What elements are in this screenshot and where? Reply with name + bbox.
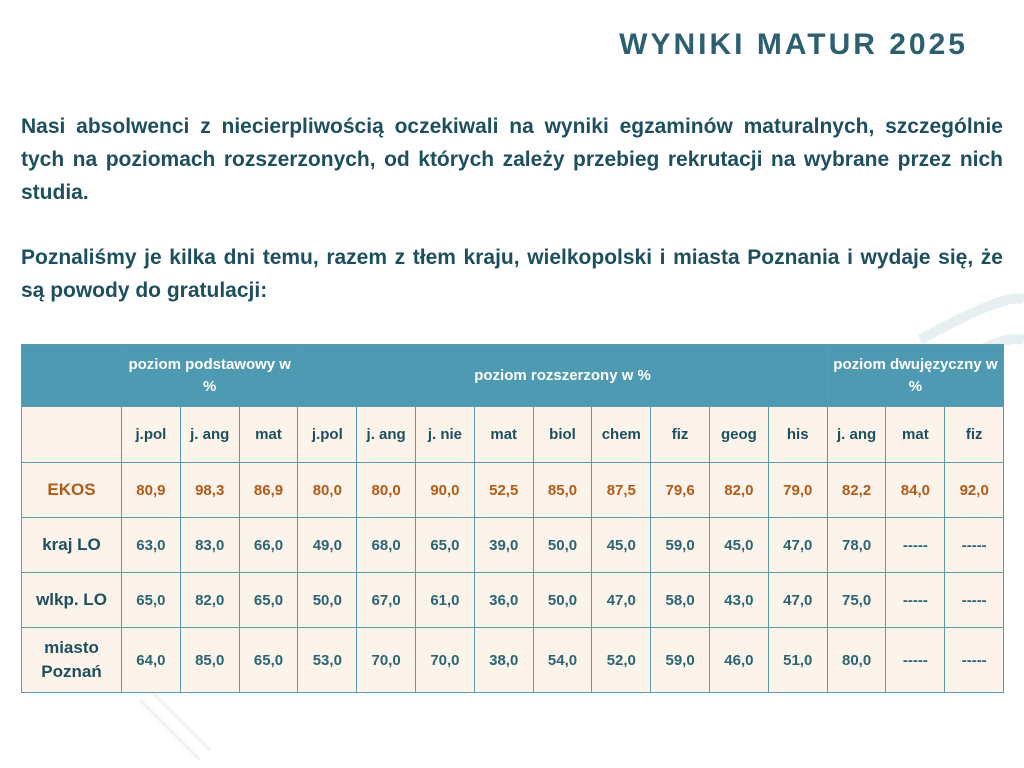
group-header-row [22, 345, 1004, 407]
value-cell: 82,0 [180, 573, 239, 628]
value-cell: 68,0 [357, 518, 416, 573]
value-cell: ----- [945, 573, 1004, 628]
subject-header: mat [886, 407, 945, 463]
value-cell: 63,0 [122, 518, 181, 573]
value-cell: 53,0 [298, 628, 357, 693]
subject-header: fiz [945, 407, 1004, 463]
subject-header-row [22, 407, 1004, 463]
value-cell: 85,0 [180, 628, 239, 693]
value-cell: ----- [886, 518, 945, 573]
group-header-extended: poziom rozszerzony w % [298, 345, 827, 407]
value-cell: 47,0 [768, 518, 827, 573]
value-cell: 50,0 [533, 573, 592, 628]
value-cell: 52,5 [474, 463, 533, 518]
value-cell: 51,0 [768, 628, 827, 693]
subject-header: mat [239, 407, 298, 463]
value-cell: 85,0 [533, 463, 592, 518]
value-cell: 67,0 [357, 573, 416, 628]
row-label: EKOS [22, 463, 122, 518]
subject-header: chem [592, 407, 651, 463]
value-cell: 65,0 [416, 518, 475, 573]
subject-header: j.pol [298, 407, 357, 463]
value-cell: 36,0 [474, 573, 533, 628]
value-cell: 43,0 [710, 573, 769, 628]
value-cell: 75,0 [827, 573, 886, 628]
value-cell: 38,0 [474, 628, 533, 693]
value-cell: 87,5 [592, 463, 651, 518]
page-title: WYNIKI MATUR 2025 [619, 28, 968, 61]
corner-cell [22, 345, 122, 407]
value-cell: 79,0 [768, 463, 827, 518]
context-paragraph: Poznaliśmy je kilka dni temu, razem z tłem kraju, wielkopolski i miasta Poznania i wydaje się, że są powody do gratulacji: [21, 246, 1003, 302]
intro-paragraph: Nasi absolwenci z niecierpliwością oczekiwali na wyniki egzaminów maturalnych, szczególnie tych na poziomach rozszerzonych, od których zależy przebieg rekrutacji na wybrane przez nich studia. [21, 115, 1003, 204]
value-cell: 79,6 [651, 463, 710, 518]
value-cell: 49,0 [298, 518, 357, 573]
value-cell: 46,0 [710, 628, 769, 693]
row-label: wlkp. LO [22, 573, 122, 628]
value-cell: 50,0 [298, 573, 357, 628]
row-label: kraj LO [22, 518, 122, 573]
subject-header: fiz [651, 407, 710, 463]
value-cell: 58,0 [651, 573, 710, 628]
value-cell: 45,0 [710, 518, 769, 573]
value-cell: ----- [945, 628, 1004, 693]
value-cell: 82,0 [710, 463, 769, 518]
subject-header: j. nie [416, 407, 475, 463]
subject-header: j.pol [122, 407, 181, 463]
value-cell: 47,0 [592, 573, 651, 628]
results-table [21, 344, 1004, 693]
value-cell: 65,0 [239, 573, 298, 628]
value-cell: 45,0 [592, 518, 651, 573]
group-header-basic: poziom podstawowy w % [122, 345, 298, 407]
value-cell: 50,0 [533, 518, 592, 573]
subject-header: j. ang [827, 407, 886, 463]
value-cell: 65,0 [239, 628, 298, 693]
value-cell: 80,0 [298, 463, 357, 518]
value-cell: ----- [945, 518, 1004, 573]
subject-header: his [768, 407, 827, 463]
value-cell: 80,9 [122, 463, 181, 518]
table-row-poznan [22, 628, 1004, 693]
value-cell: 59,0 [651, 628, 710, 693]
value-cell: 86,9 [239, 463, 298, 518]
subject-header: biol [533, 407, 592, 463]
value-cell: 80,0 [827, 628, 886, 693]
table-row-ekos [22, 463, 1004, 518]
group-header-bilingual: poziom dwujęzyczny w % [827, 345, 1003, 407]
value-cell: 64,0 [122, 628, 181, 693]
value-cell: 82,2 [827, 463, 886, 518]
subject-header: j. ang [180, 407, 239, 463]
value-cell: 70,0 [416, 628, 475, 693]
value-cell: 65,0 [122, 573, 181, 628]
value-cell: 47,0 [768, 573, 827, 628]
value-cell: 59,0 [651, 518, 710, 573]
subject-header: geog [710, 407, 769, 463]
value-cell: ----- [886, 628, 945, 693]
value-cell: 61,0 [416, 573, 475, 628]
value-cell: 54,0 [533, 628, 592, 693]
value-cell: 92,0 [945, 463, 1004, 518]
table-row-wlkp [22, 573, 1004, 628]
value-cell: 52,0 [592, 628, 651, 693]
value-cell: 98,3 [180, 463, 239, 518]
value-cell: 39,0 [474, 518, 533, 573]
value-cell: 84,0 [886, 463, 945, 518]
table-row-kraj [22, 518, 1004, 573]
row-label: miasto Poznań [22, 628, 122, 693]
value-cell: 66,0 [239, 518, 298, 573]
value-cell: 70,0 [357, 628, 416, 693]
value-cell: 78,0 [827, 518, 886, 573]
value-cell: 90,0 [416, 463, 475, 518]
subject-header: j. ang [357, 407, 416, 463]
value-cell: 80,0 [357, 463, 416, 518]
value-cell: ----- [886, 573, 945, 628]
value-cell: 83,0 [180, 518, 239, 573]
subject-corner-cell [22, 407, 122, 463]
subject-header: mat [474, 407, 533, 463]
